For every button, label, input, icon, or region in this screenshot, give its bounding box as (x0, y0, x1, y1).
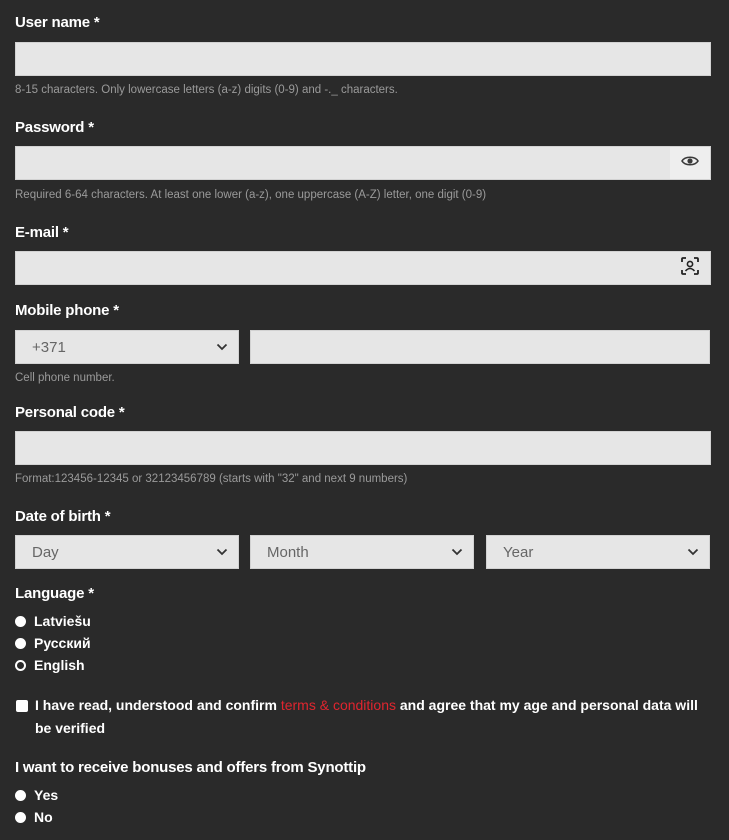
chevron-down-icon (216, 343, 228, 351)
radio-button-selected[interactable] (15, 660, 26, 671)
language-option-label: English (34, 657, 85, 673)
radio-button[interactable] (15, 638, 26, 649)
password-hint: Required 6-64 characters. At least one lower (a-z), one uppercase (A-Z) letter, one digit (0-9) (15, 189, 487, 201)
dob-day-value: Day (32, 543, 59, 561)
terms-text (35, 694, 705, 740)
contact-autofill-button[interactable] (670, 252, 710, 284)
mobile-label: Mobile phone * (15, 302, 119, 319)
bonuses-option-yes[interactable] (15, 784, 58, 806)
terms-text-before: I have read, understood and confirm (35, 697, 277, 713)
terms-text-after: and agree that my age and personal data will be verified (35, 697, 698, 736)
country-code-value: +371 (32, 338, 66, 356)
chevron-down-icon (687, 548, 699, 556)
username-hint: 8-15 characters. Only lowercase letters (a-z) digits (0-9) and -._ characters. (15, 84, 398, 96)
personal-code-hint: Format:123456-12345 or 32123456789 (starts with "32" and next 9 numbers) (15, 473, 408, 485)
password-field[interactable] (15, 146, 711, 180)
mobile-hint: Cell phone number. (15, 372, 115, 384)
mobile-number-input[interactable] (251, 331, 709, 363)
bonuses-option-no[interactable] (15, 806, 58, 828)
bonuses-label: I want to receive bonuses and offers from Synottip (15, 759, 366, 776)
password-input[interactable] (16, 147, 666, 179)
username-field[interactable] (15, 42, 711, 76)
radio-button[interactable] (15, 812, 26, 823)
country-code-select[interactable] (15, 330, 239, 364)
show-password-button[interactable] (670, 147, 710, 179)
chevron-down-icon (216, 548, 228, 556)
dob-month-select[interactable] (250, 535, 474, 569)
radio-button[interactable] (15, 790, 26, 801)
username-input[interactable] (16, 43, 710, 75)
personal-code-input[interactable] (16, 432, 710, 464)
bonuses-option-label: Yes (34, 787, 59, 803)
personal-code-label: Personal code * (15, 404, 125, 421)
bonuses-option-label: No (34, 809, 53, 825)
eye-icon (681, 154, 699, 172)
chevron-down-icon (451, 548, 463, 556)
radio-button[interactable] (15, 616, 26, 627)
email-label: E-mail * (15, 224, 69, 241)
language-option-russian[interactable] (15, 632, 91, 654)
bonuses-radio-group (15, 784, 58, 828)
email-field[interactable] (15, 251, 711, 285)
language-option-latviesu[interactable] (15, 610, 91, 632)
language-label: Language * (15, 585, 94, 602)
terms-checkbox[interactable] (16, 700, 28, 712)
username-label: User name * (15, 14, 100, 31)
terms-link[interactable]: terms & conditions (280, 697, 396, 713)
dob-day-select[interactable] (15, 535, 239, 569)
language-option-english[interactable] (15, 654, 91, 676)
language-option-label: Русский (34, 635, 91, 651)
contact-scan-icon (680, 256, 700, 281)
dob-label: Date of birth * (15, 508, 111, 525)
language-radio-group (15, 610, 91, 676)
dob-year-value: Year (503, 543, 534, 561)
mobile-number-field[interactable] (250, 330, 710, 364)
personal-code-field[interactable] (15, 431, 711, 465)
dob-year-select[interactable] (486, 535, 710, 569)
language-option-label: Latviešu (34, 613, 91, 629)
email-input[interactable] (16, 252, 666, 284)
password-label: Password * (15, 119, 94, 136)
dob-month-value: Month (267, 543, 309, 561)
